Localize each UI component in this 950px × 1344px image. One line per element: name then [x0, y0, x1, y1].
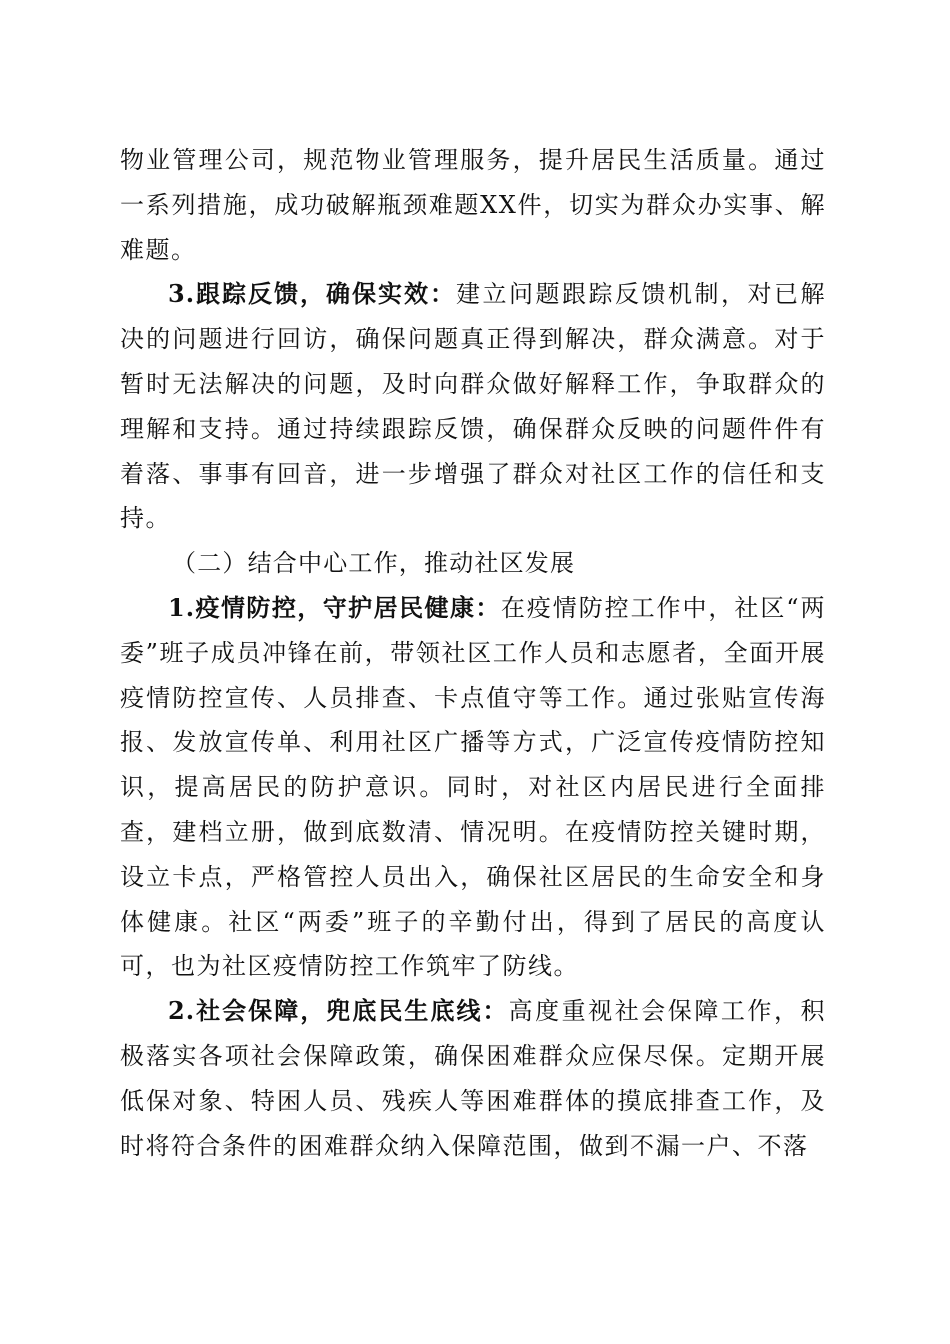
paragraph-text: 物业管理公司，规范物业管理服务，提升居民生活质量。通过一系列措施，成功破解瓶颈难题XX件，切实为群众办实事、解难题。	[120, 146, 826, 264]
paragraph-text: 在疫情防控工作中，社区“两委”班子成员冲锋在前，带领社区工作人员和志愿者，全面开展疫情防控宣传、人员排查、卡点值守等工作。通过张贴宣传海报、发放宣传单、利用社区广播等方式，广泛宣传疫情防控知识，提高居民的防护意识。同时，对社区内居民进行全面排查，建档立册，做到底数清、情况明。在疫情防控关键时期，设立卡点，严格管控人员出入，确保社区居民的生命安全和身体健康。社区“两委”班子的辛勤付出，得到了居民的高度认可，也为社区疫情防控工作筑牢了防线。	[120, 593, 826, 981]
paragraph-continuation	[120, 138, 826, 272]
paragraph-text: 高度重视社会保障工作，积极落实各项社会保障政策，确保困难群众应保尽保。定期开展低保对象、特困人员、残疾人等困难群体的摸底排查工作，及时将符合条件的困难群众纳入保障范围，做到不漏一户、不落	[120, 997, 826, 1160]
paragraph-text: 建立问题跟踪反馈机制，对已解决的问题进行回访，确保问题真正得到解决，群众满意。对于暂时无法解决的问题，及时向群众做好解释工作，争取群众的理解和支持。通过持续跟踪反馈，确保群众反映的问题件件有着落、事事有回音，进一步增强了群众对社区工作的信任和支持。	[120, 280, 826, 533]
document-body	[120, 138, 826, 1168]
paragraph-epidemic-prevention	[120, 586, 826, 989]
section-heading: （二）结合中心工作，推动社区发展	[172, 549, 576, 578]
paragraph-social-security	[120, 989, 826, 1168]
paragraph-tracking-feedback	[120, 272, 826, 541]
paragraph-lead: 1.疫情防控，守护居民健康：	[168, 592, 501, 622]
paragraph-lead: 2.社会保障，兜底民生底线：	[168, 996, 509, 1026]
paragraph-lead: 3.跟踪反馈，确保实效：	[168, 279, 457, 309]
